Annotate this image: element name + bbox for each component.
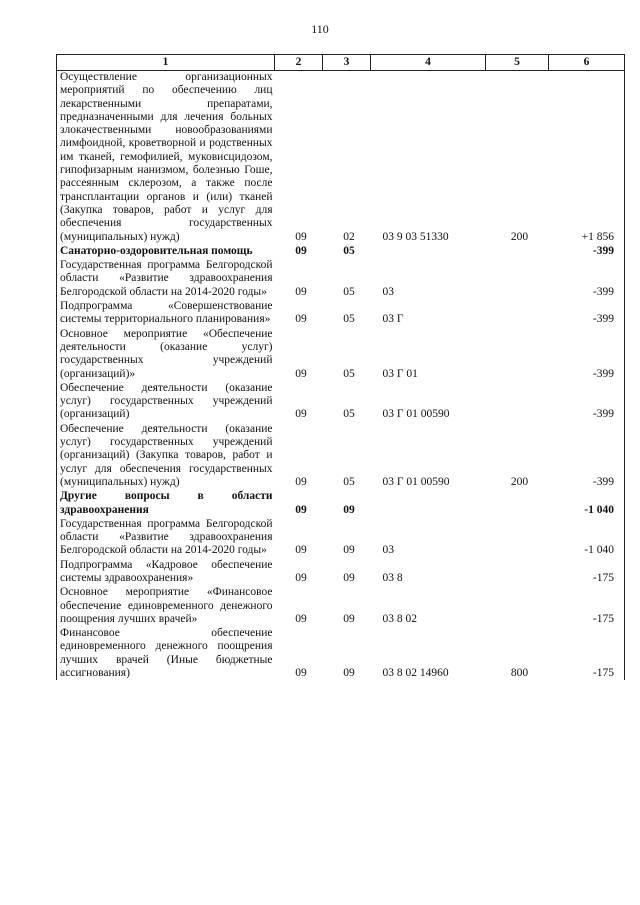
row-target-article: 03 9 03 51330	[382, 230, 449, 243]
row-section-code: 09	[295, 612, 307, 625]
row-target-article: 03 Г 01	[382, 367, 418, 380]
row-amount: -1 040	[549, 489, 625, 517]
table-row	[57, 299, 625, 327]
header-col-6: 6	[549, 55, 625, 71]
row-description: Государственная программа Белгородской области «Развитие здравоохранения Белгородской области на 2014-2020 годы»	[57, 258, 275, 299]
table-row	[57, 381, 625, 422]
row-description: Обеспечение деятельности (оказание услуг) государственных учреждений (организаций)	[57, 381, 275, 422]
row-amount: -399	[549, 327, 625, 381]
table-row	[57, 626, 625, 680]
row-amount: +1 856	[549, 71, 625, 244]
table-row	[57, 489, 625, 517]
table-row	[57, 585, 625, 626]
row-amount: -399	[549, 258, 625, 299]
row-subsection-code: 09	[343, 667, 355, 680]
row-expense-type	[486, 558, 549, 586]
header-col-1: 1	[57, 55, 275, 71]
row-section-code: 09	[295, 244, 307, 257]
row-description: Подпрограмма «Совершенствование системы территориального планирования»	[57, 299, 275, 327]
table-row	[57, 422, 625, 489]
row-target-article	[371, 489, 486, 517]
header-col-5: 5	[486, 55, 549, 71]
row-description: Основное мероприятие «Финансовое обеспечение единовременного денежного поощрения лучших врачей»	[57, 585, 275, 626]
row-target-article: 03 Г 01 00590	[382, 475, 450, 488]
row-expense-type	[486, 381, 549, 422]
row-description: Осуществление организационных мероприятий по обеспечению лиц лекарственными препаратами, предназначенными для лечения больных злокачественными новообразованиями лимфоидной, кроветворной и родственных им тканей, гемофилией, муковисцидозом, гипофизарным нанизмом, болезнью Гоше, рассеянным склерозом, а также после трансплантации органов и (или) тканей (Закупка товаров, работ и услуг для обеспечения государственных (муниципальных) нужд)	[57, 71, 275, 244]
row-expense-type	[486, 327, 549, 381]
row-target-article: 03	[382, 544, 394, 557]
row-target-article: 03 8 02 14960	[382, 667, 449, 680]
row-expense-type	[486, 258, 549, 299]
row-subsection-code: 09	[343, 503, 355, 516]
row-subsection-code: 09	[343, 612, 355, 625]
row-expense-type: 800	[510, 667, 529, 680]
row-amount: -399	[549, 244, 625, 258]
row-section-code: 09	[295, 367, 307, 380]
row-target-article	[371, 244, 486, 258]
row-target-article: 03 8	[382, 571, 403, 584]
header-row	[57, 55, 625, 71]
table-row	[57, 517, 625, 558]
row-description: Обеспечение деятельности (оказание услуг) государственных учреждений (организаций) (Закупка товаров, работ и услуг для обеспечения государственных (муниципальных) нужд)	[57, 422, 275, 489]
row-subsection-code: 05	[343, 313, 355, 326]
row-description: Другие вопросы в области здравоохранения	[57, 489, 275, 517]
row-description: Основное мероприятие «Обеспечение деятельности (оказание услуг) государственных учреждений (организаций)»	[57, 327, 275, 381]
row-subsection-code: 09	[343, 571, 355, 584]
row-description: Подпрограмма «Кадровое обеспечение системы здравоохранения»	[57, 558, 275, 586]
header-col-4: 4	[371, 55, 486, 71]
row-subsection-code: 05	[343, 285, 355, 298]
row-subsection-code: 05	[343, 367, 355, 380]
row-expense-type	[486, 489, 549, 517]
table-body	[57, 71, 625, 681]
row-expense-type	[486, 517, 549, 558]
row-section-code: 09	[295, 571, 307, 584]
row-expense-type	[486, 585, 549, 626]
row-amount: -175	[549, 585, 625, 626]
table-row	[57, 244, 625, 258]
row-section-code: 09	[295, 667, 307, 680]
row-amount: -399	[549, 299, 625, 327]
row-subsection-code: 05	[343, 244, 355, 257]
row-amount: -399	[549, 422, 625, 489]
row-expense-type: 200	[510, 230, 529, 243]
row-description: Финансовое обеспечение единовременного денежного поощрения лучших врачей (Иные бюджетные ассигнования)	[57, 626, 275, 680]
table-row	[57, 327, 625, 381]
row-subsection-code: 09	[343, 544, 355, 557]
header-col-3: 3	[323, 55, 371, 71]
row-target-article: 03	[382, 285, 394, 298]
row-section-code: 09	[295, 544, 307, 557]
row-description: Государственная программа Белгородской области «Развитие здравоохранения Белгородской области на 2014-2020 годы»	[57, 517, 275, 558]
row-target-article: 03 8 02	[382, 612, 417, 625]
row-target-article: 03 Г	[382, 313, 404, 326]
row-section-code: 09	[295, 408, 307, 421]
row-section-code: 09	[295, 313, 307, 326]
table-row	[57, 258, 625, 299]
row-amount: -175	[549, 626, 625, 680]
row-amount: -1 040	[549, 517, 625, 558]
row-expense-type: 200	[510, 475, 529, 488]
row-subsection-code: 05	[343, 475, 355, 488]
row-subsection-code: 02	[343, 230, 355, 243]
row-expense-type	[486, 244, 549, 258]
row-target-article: 03 Г 01 00590	[382, 408, 450, 421]
table-row	[57, 71, 625, 244]
row-amount: -175	[549, 558, 625, 586]
table-row	[57, 558, 625, 586]
row-subsection-code: 05	[343, 408, 355, 421]
budget-table	[56, 54, 625, 680]
row-section-code: 09	[295, 285, 307, 298]
row-section-code: 09	[295, 475, 307, 488]
page-number: 110	[311, 22, 329, 36]
row-amount: -399	[549, 381, 625, 422]
row-description: Санаторно-оздоровительная помощь	[57, 244, 275, 258]
row-section-code: 09	[295, 503, 307, 516]
row-section-code: 09	[295, 230, 307, 243]
header-col-2: 2	[275, 55, 323, 71]
row-expense-type	[486, 299, 549, 327]
